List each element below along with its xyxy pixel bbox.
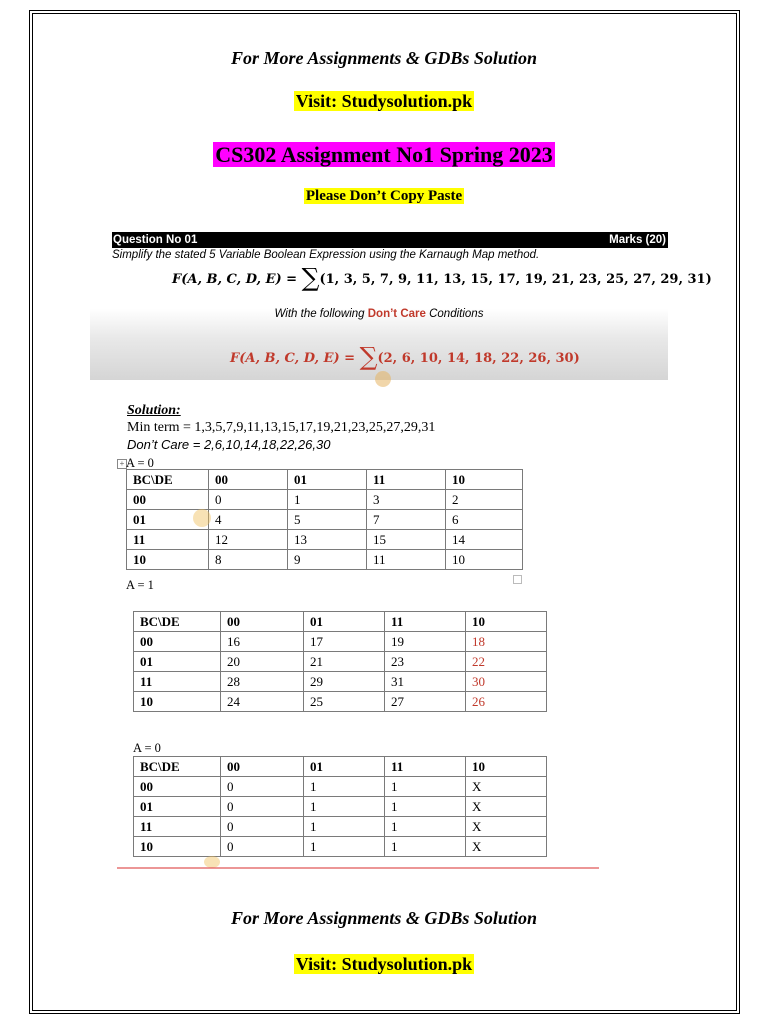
- table-cell: 7: [367, 510, 446, 530]
- table-header-cell: BC\DE: [127, 470, 209, 490]
- solution-block: [127, 402, 435, 453]
- table-cell: 1: [304, 797, 385, 817]
- table-cell: 0: [221, 837, 304, 857]
- table-header-row: [134, 757, 547, 777]
- equation-lhs: F(A, B, C, D, E) =: [172, 272, 302, 287]
- table-header-cell: 01: [304, 612, 385, 632]
- table-header-cell: 00: [221, 612, 304, 632]
- kmap-table-a1: [133, 611, 547, 712]
- table-header-cell: 11: [385, 757, 466, 777]
- cursor-highlight-icon: [193, 509, 211, 527]
- document-title-text: CS302 Assignment No1 Spring 2023: [215, 142, 553, 167]
- table-header-cell: 11: [385, 612, 466, 632]
- dont-care-caption: [90, 308, 668, 320]
- table-cell: 17: [304, 632, 385, 652]
- table-cell: 8: [209, 550, 288, 570]
- table-cell: 31: [385, 672, 466, 692]
- solution-title: Solution:: [127, 403, 181, 418]
- sigma-icon: ∑: [359, 342, 378, 371]
- table-cell: 1: [304, 837, 385, 857]
- sigma-icon: ∑: [301, 263, 320, 292]
- table-row-header: 00: [134, 777, 221, 797]
- dont-care-caption-pre: With the following: [274, 308, 368, 320]
- footer-assignments-line: For More Assignments & GDBs Solution: [231, 908, 537, 928]
- table-header-cell: BC\DE: [134, 612, 221, 632]
- table-cell: 15: [367, 530, 446, 550]
- table-cell: 1: [304, 817, 385, 837]
- table-cell-dont-care: 26: [466, 692, 547, 712]
- table-row: [127, 550, 523, 570]
- cursor-highlight-icon: [375, 371, 391, 387]
- table-move-handle-icon[interactable]: +: [117, 459, 127, 469]
- minterm-equation: [172, 263, 712, 292]
- table-row: [134, 777, 547, 797]
- table-cell: 3: [367, 490, 446, 510]
- table-cell: 23: [385, 652, 466, 672]
- table-cell: 13: [288, 530, 367, 550]
- table-cell: 12: [209, 530, 288, 550]
- table-row-header: 10: [134, 837, 221, 857]
- table-cell: 16: [221, 632, 304, 652]
- table-row: [134, 672, 547, 692]
- table-cell: 25: [304, 692, 385, 712]
- table-cell: 2: [446, 490, 523, 510]
- table-cell: 0: [221, 797, 304, 817]
- kmap-table-a0: [126, 469, 523, 570]
- table-row-header: 00: [127, 490, 209, 510]
- table-cell-dont-care: 30: [466, 672, 547, 692]
- dont-care-line: Don’t Care = 2,6,10,14,18,22,26,30: [127, 437, 331, 452]
- dc-equation-rhs: (2, 6, 10, 14, 18, 22, 26, 30): [377, 351, 580, 366]
- table-row: [127, 530, 523, 550]
- table-cell: 20: [221, 652, 304, 672]
- table2-label: A = 1: [126, 578, 154, 592]
- table-cell: 27: [385, 692, 466, 712]
- table-row: [134, 797, 547, 817]
- copy-notice: [0, 188, 768, 205]
- table-header-cell: 01: [304, 757, 385, 777]
- header-assignments-line: For More Assignments & GDBs Solution: [231, 48, 537, 68]
- table-cell: 0: [221, 817, 304, 837]
- minterm-line: Min term = 1,3,5,7,9,11,13,15,17,19,21,23,25,27,29,31: [127, 420, 436, 435]
- table-cell: 14: [446, 530, 523, 550]
- table-header-cell: 01: [288, 470, 367, 490]
- table-row: [134, 837, 547, 857]
- question-marks: Marks (20): [609, 234, 666, 246]
- table-header-cell: 10: [466, 757, 547, 777]
- table-cell: 11: [367, 550, 446, 570]
- table-cell: 21: [304, 652, 385, 672]
- header-visit-line: [0, 91, 768, 112]
- question-screenshot: [90, 227, 712, 380]
- footer-visit-line: [0, 954, 768, 975]
- table-header-cell: 11: [367, 470, 446, 490]
- copy-notice-text: Please Don’t Copy Paste: [305, 188, 463, 204]
- dont-care-equation: [230, 342, 580, 371]
- table-header-cell: BC\DE: [134, 757, 221, 777]
- table-row-header: 01: [134, 797, 221, 817]
- table-cell: 1: [385, 817, 466, 837]
- table-resize-handle-icon[interactable]: [513, 575, 522, 584]
- table-row: [134, 652, 547, 672]
- table-row-header: 11: [127, 530, 209, 550]
- table-cell-dont-care: 18: [466, 632, 547, 652]
- document-title: [0, 142, 768, 168]
- table-cell: X: [466, 777, 547, 797]
- footer-visit-link[interactable]: Visit: Studysolution.pk: [295, 954, 473, 974]
- table3-label: A = 0: [133, 741, 161, 755]
- table-header-cell: 00: [221, 757, 304, 777]
- dont-care-caption-post: Conditions: [425, 308, 484, 320]
- table-cell: 5: [288, 510, 367, 530]
- table1-label: A = 0: [126, 456, 154, 470]
- table-header-row: [134, 612, 547, 632]
- table-cell: 1: [385, 837, 466, 857]
- table-cell: 6: [446, 510, 523, 530]
- table-row-header: 01: [134, 652, 221, 672]
- table-cell: 29: [304, 672, 385, 692]
- table-cell: 1: [288, 490, 367, 510]
- dont-care-caption-highlight: Don’t Care: [367, 308, 426, 320]
- table-header-row: [127, 470, 523, 490]
- table-row: [134, 692, 547, 712]
- table-cell: 0: [209, 490, 288, 510]
- question-header-bar: [112, 232, 668, 248]
- table-row-header: 11: [134, 817, 221, 837]
- table-row: [134, 817, 547, 837]
- table-cell: X: [466, 817, 547, 837]
- table-row-header: 10: [127, 550, 209, 570]
- table-row-header: 10: [134, 692, 221, 712]
- table-header-cell: 00: [209, 470, 288, 490]
- red-underline-divider: [117, 867, 599, 869]
- table-header-cell: 10: [466, 612, 547, 632]
- table-cell-dont-care: 22: [466, 652, 547, 672]
- table-cell: 9: [288, 550, 367, 570]
- table-row: [127, 510, 523, 530]
- table-cell: X: [466, 797, 547, 817]
- kmap-table-result: [133, 756, 547, 857]
- table-cell: 28: [221, 672, 304, 692]
- table-cell: 24: [221, 692, 304, 712]
- table-cell: 1: [304, 777, 385, 797]
- table-row-header: 01: [127, 510, 209, 530]
- table-cell: 4: [209, 510, 288, 530]
- equation-rhs: (1, 3, 5, 7, 9, 11, 13, 15, 17, 19, 21, 23, 25, 27, 29, 31): [319, 272, 712, 287]
- table-row-header: 00: [134, 632, 221, 652]
- table-row: [134, 632, 547, 652]
- table-cell: 1: [385, 797, 466, 817]
- table-row-header: 11: [134, 672, 221, 692]
- table-cell: X: [466, 837, 547, 857]
- table-row: [127, 490, 523, 510]
- table-cell: 10: [446, 550, 523, 570]
- question-text: Simplify the stated 5 Variable Boolean Expression using the Karnaugh Map method.: [112, 249, 540, 261]
- table-cell: 1: [385, 777, 466, 797]
- table-cell: 0: [221, 777, 304, 797]
- table-cell: 19: [385, 632, 466, 652]
- table-header-cell: 10: [446, 470, 523, 490]
- header-visit-link[interactable]: Visit: Studysolution.pk: [295, 91, 473, 111]
- dc-equation-lhs: F(A, B, C, D, E) =: [230, 351, 360, 366]
- question-number: Question No 01: [113, 234, 198, 246]
